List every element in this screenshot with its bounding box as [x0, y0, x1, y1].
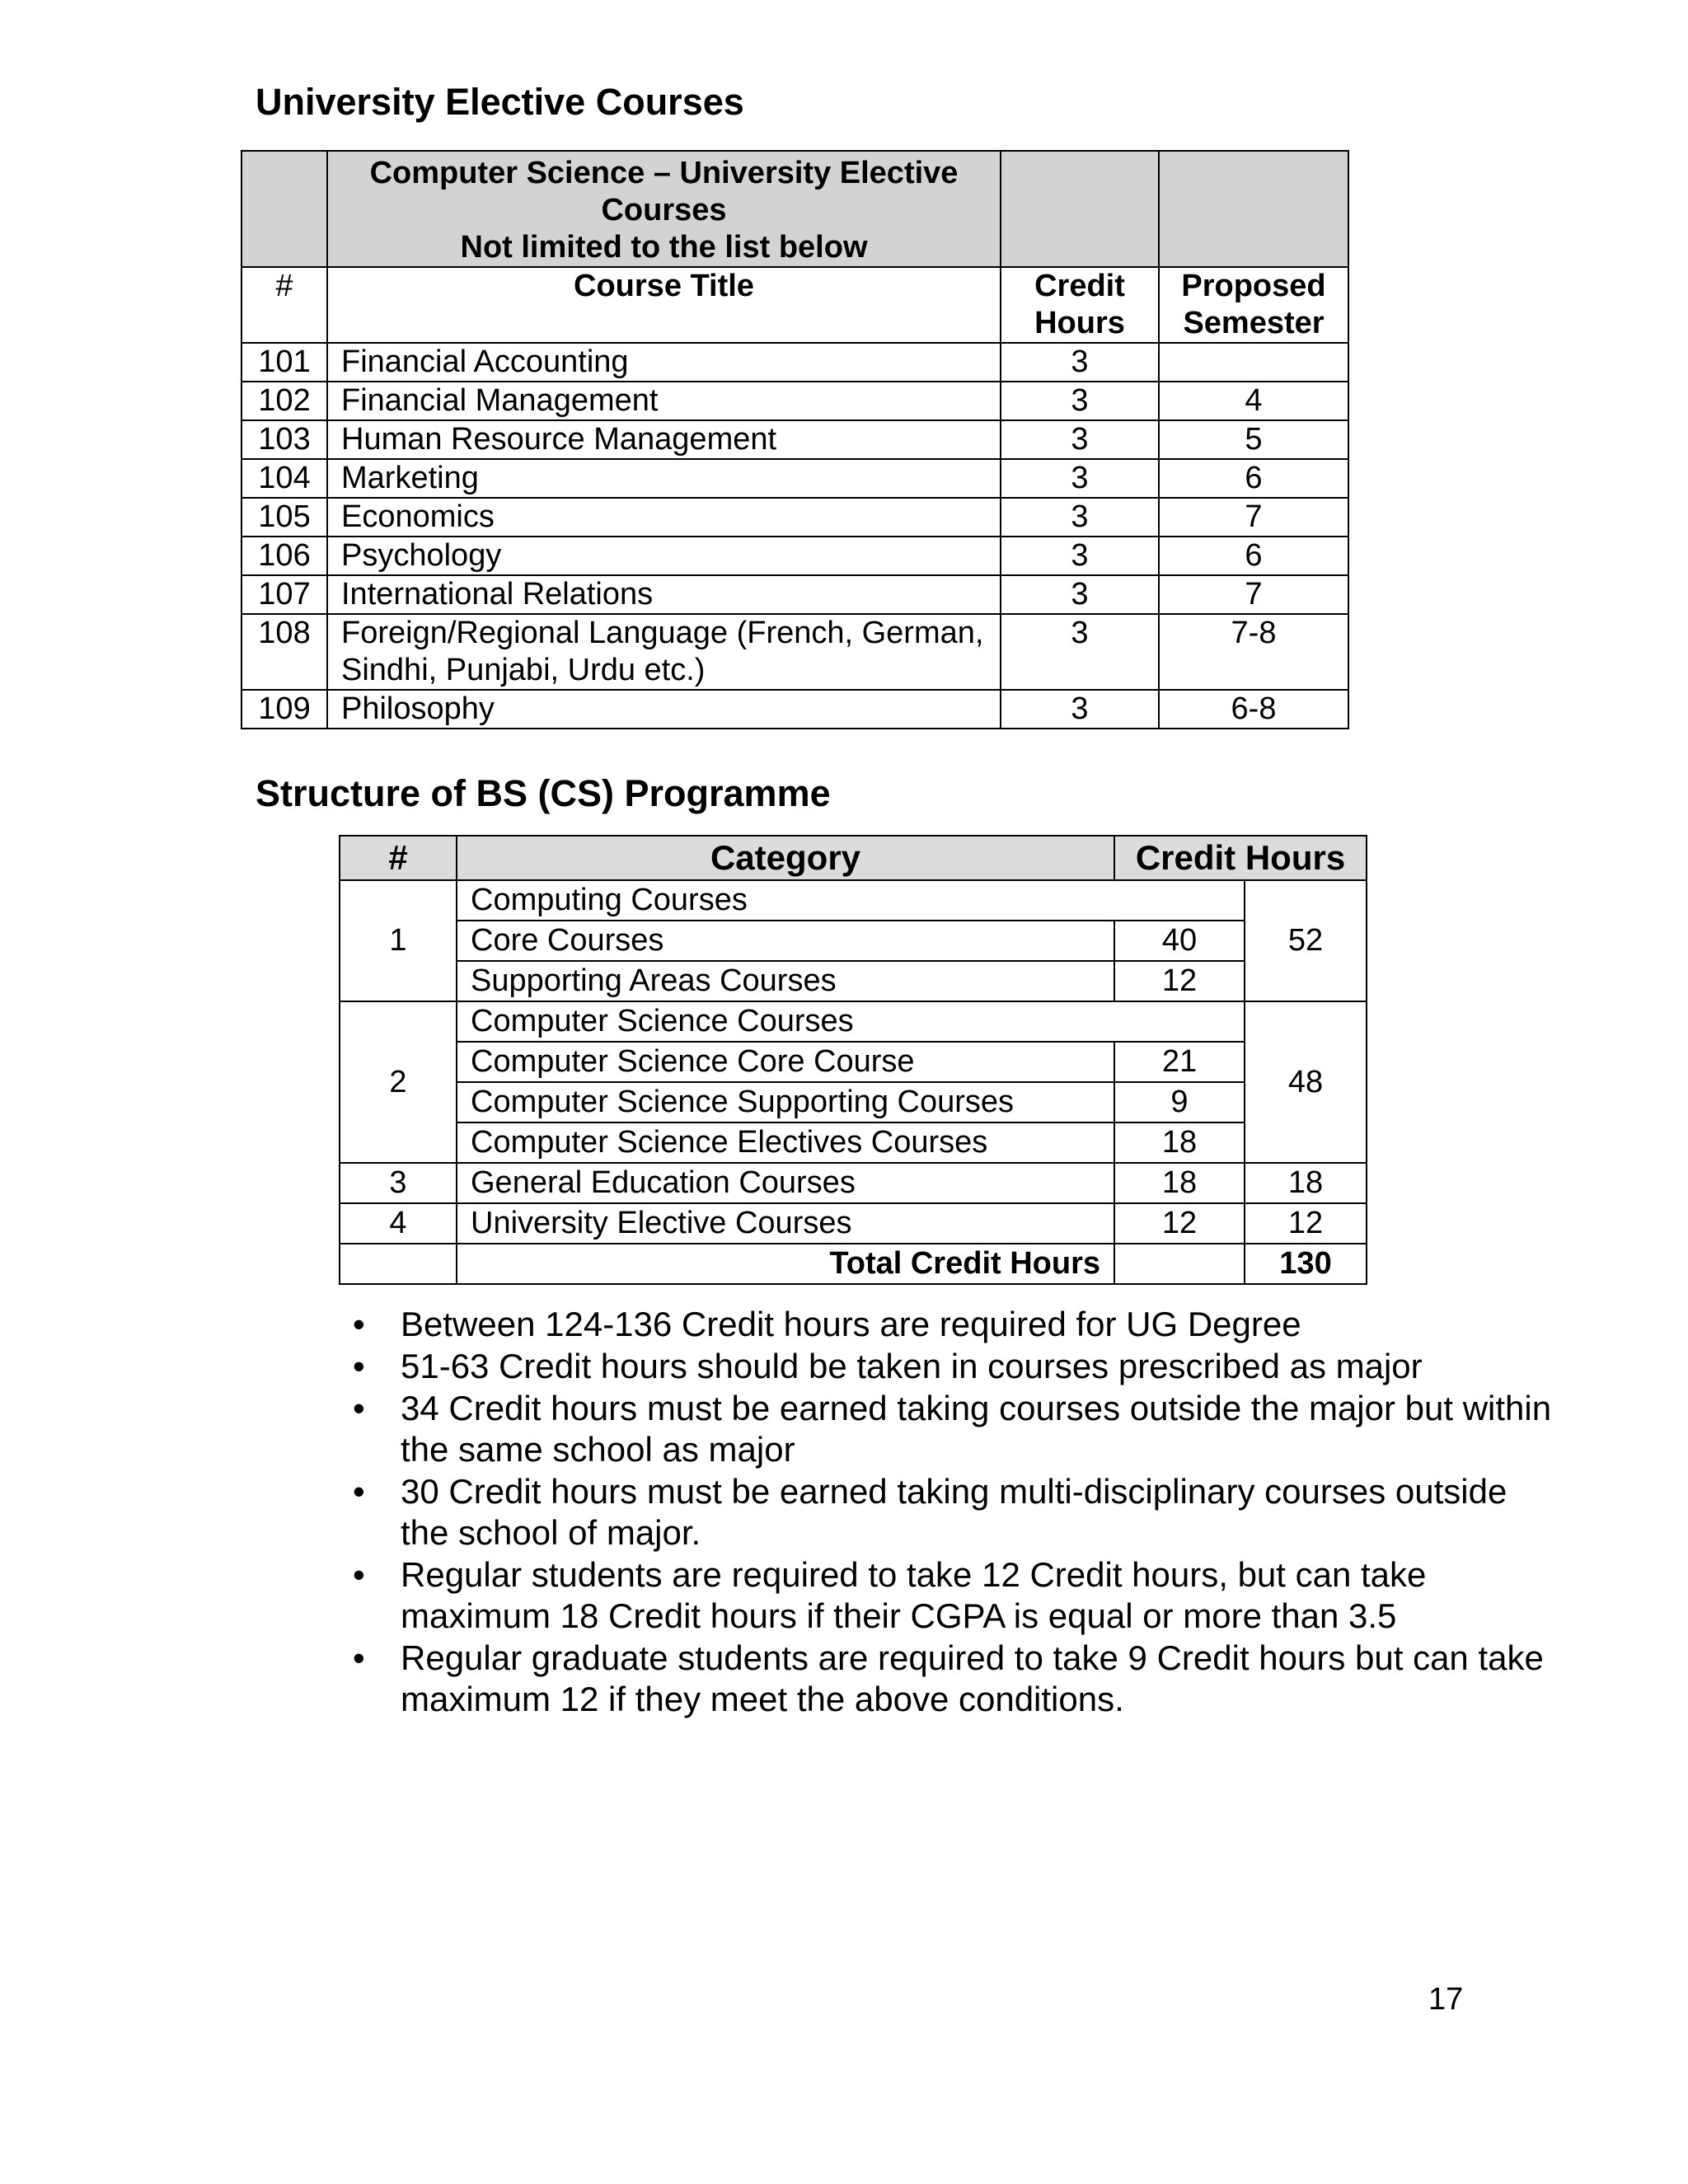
row-num: 104 [241, 459, 327, 498]
total-row [340, 1244, 1367, 1284]
credit-hours: 3 [1001, 343, 1159, 382]
section-title-structure: Structure of BS (CS) Programme [256, 772, 831, 814]
table-row [340, 1122, 1367, 1163]
course-title: International Relations [327, 575, 1001, 614]
row-num: 2 [340, 1001, 457, 1163]
table-row [241, 537, 1348, 575]
list-item: • 30 Credit hours must be earned taking multi-disciplinary courses outside the school of major. [353, 1472, 1507, 1552]
col-credit-header: Credit Hours [1001, 267, 1159, 343]
table-caption: Computer Science – University Elective Courses Not limited to the list below [327, 151, 1001, 267]
col-title-header: Course Title [327, 267, 1001, 343]
total-value: 130 [1245, 1244, 1367, 1284]
table-row [340, 1203, 1367, 1244]
proposed-semester: 7 [1159, 575, 1348, 614]
table-row [340, 1001, 1367, 1042]
elective-courses-table [241, 150, 1349, 729]
table-row [241, 690, 1348, 729]
programme-structure-table [339, 835, 1367, 1285]
column-header-row [340, 836, 1367, 880]
row-num: 105 [241, 498, 327, 537]
course-title: Financial Accounting [327, 343, 1001, 382]
item-label: General Education Courses [457, 1163, 1114, 1203]
course-title: Economics [327, 498, 1001, 537]
col-num-header: # [340, 836, 457, 880]
page-number: 17 [1428, 1982, 1464, 2017]
item-label: Core Courses [457, 921, 1114, 961]
credit-hours: 3 [1001, 575, 1159, 614]
item-label: Computer Science Electives Courses [457, 1122, 1114, 1163]
col-category-header: Category [457, 836, 1114, 880]
group-total: 12 [1245, 1203, 1367, 1244]
table-caption-row [241, 151, 1348, 267]
course-title: Psychology [327, 537, 1001, 575]
proposed-semester: 6-8 [1159, 690, 1348, 729]
row-num: 4 [340, 1203, 457, 1244]
group-heading: Computing Courses [457, 880, 1245, 921]
item-label: Computer Science Core Course [457, 1042, 1114, 1082]
bullet-icon: • [353, 1347, 365, 1385]
table-row [340, 1042, 1367, 1082]
proposed-semester: 7-8 [1159, 614, 1348, 690]
row-num: 103 [241, 420, 327, 459]
course-title: Financial Management [327, 382, 1001, 420]
proposed-semester: 6 [1159, 537, 1348, 575]
row-num: 109 [241, 690, 327, 729]
credit-hours: 3 [1001, 537, 1159, 575]
table-row [241, 343, 1348, 382]
group-heading: Computer Science Courses [457, 1001, 1245, 1042]
table-row [241, 614, 1348, 690]
proposed-semester: 4 [1159, 382, 1348, 420]
item-value: 18 [1114, 1122, 1245, 1163]
table-row [340, 921, 1367, 961]
table-row [241, 459, 1348, 498]
course-title: Foreign/Regional Language (French, German, Sindhi, Punjabi, Urdu etc.) [327, 614, 1001, 690]
item-value: 9 [1114, 1082, 1245, 1122]
column-header-row [241, 267, 1348, 343]
row-num: 106 [241, 537, 327, 575]
course-title: Philosophy [327, 690, 1001, 729]
list-item: • Between 124-136 Credit hours are required for UG Degree [353, 1305, 1301, 1343]
table-row [241, 575, 1348, 614]
credit-hours: 3 [1001, 614, 1159, 690]
item-value: 18 [1114, 1163, 1245, 1203]
row-num: 102 [241, 382, 327, 420]
row-num: 1 [340, 880, 457, 1001]
credit-hours: 3 [1001, 420, 1159, 459]
group-total: 18 [1245, 1163, 1367, 1203]
requirements-list [349, 1304, 1554, 1721]
group-total: 48 [1245, 1001, 1367, 1163]
table-row [340, 1163, 1367, 1203]
bullet-icon: • [353, 1555, 365, 1594]
proposed-semester: 7 [1159, 498, 1348, 537]
total-label: Total Credit Hours [457, 1244, 1114, 1284]
credit-hours: 3 [1001, 690, 1159, 729]
proposed-semester [1159, 343, 1348, 382]
section-title-elective: University Elective Courses [256, 81, 744, 123]
col-semester-header: Proposed Semester [1159, 267, 1348, 343]
row-num: 107 [241, 575, 327, 614]
table-row [241, 382, 1348, 420]
item-label: Supporting Areas Courses [457, 961, 1114, 1001]
bullet-icon: • [353, 1472, 365, 1511]
item-value: 40 [1114, 921, 1245, 961]
row-num: 108 [241, 614, 327, 690]
table-row [340, 961, 1367, 1001]
list-item: • Regular graduate students are required to take 9 Credit hours but can take maximum 12 if they meet the above conditions. [353, 1638, 1544, 1718]
course-title: Human Resource Management [327, 420, 1001, 459]
bullet-icon: • [353, 1638, 365, 1677]
bullet-icon: • [353, 1389, 365, 1427]
row-num: 3 [340, 1163, 457, 1203]
row-num: 101 [241, 343, 327, 382]
item-value: 12 [1114, 961, 1245, 1001]
list-item: • 51-63 Credit hours should be taken in courses prescribed as major [353, 1347, 1423, 1385]
credit-hours: 3 [1001, 459, 1159, 498]
group-total: 52 [1245, 880, 1367, 1001]
item-value: 21 [1114, 1042, 1245, 1082]
table-row [241, 498, 1348, 537]
item-label: University Elective Courses [457, 1203, 1114, 1244]
col-num-header: # [241, 267, 327, 343]
credit-hours: 3 [1001, 382, 1159, 420]
list-item: • 34 Credit hours must be earned taking courses outside the major but within the same school as major [353, 1389, 1552, 1469]
item-value: 12 [1114, 1203, 1245, 1244]
course-title: Marketing [327, 459, 1001, 498]
item-label: Computer Science Supporting Courses [457, 1082, 1114, 1122]
list-item: • Regular students are required to take 12 Credit hours, but can take maximum 18 Credit hours if their CGPA is equal or more than 3.5 [353, 1555, 1427, 1635]
table-row [241, 420, 1348, 459]
table-row [340, 880, 1367, 921]
bullet-icon: • [353, 1305, 365, 1343]
proposed-semester: 6 [1159, 459, 1348, 498]
credit-hours: 3 [1001, 498, 1159, 537]
proposed-semester: 5 [1159, 420, 1348, 459]
table-row [340, 1082, 1367, 1122]
col-credit-hours-header: Credit Hours [1114, 836, 1367, 880]
